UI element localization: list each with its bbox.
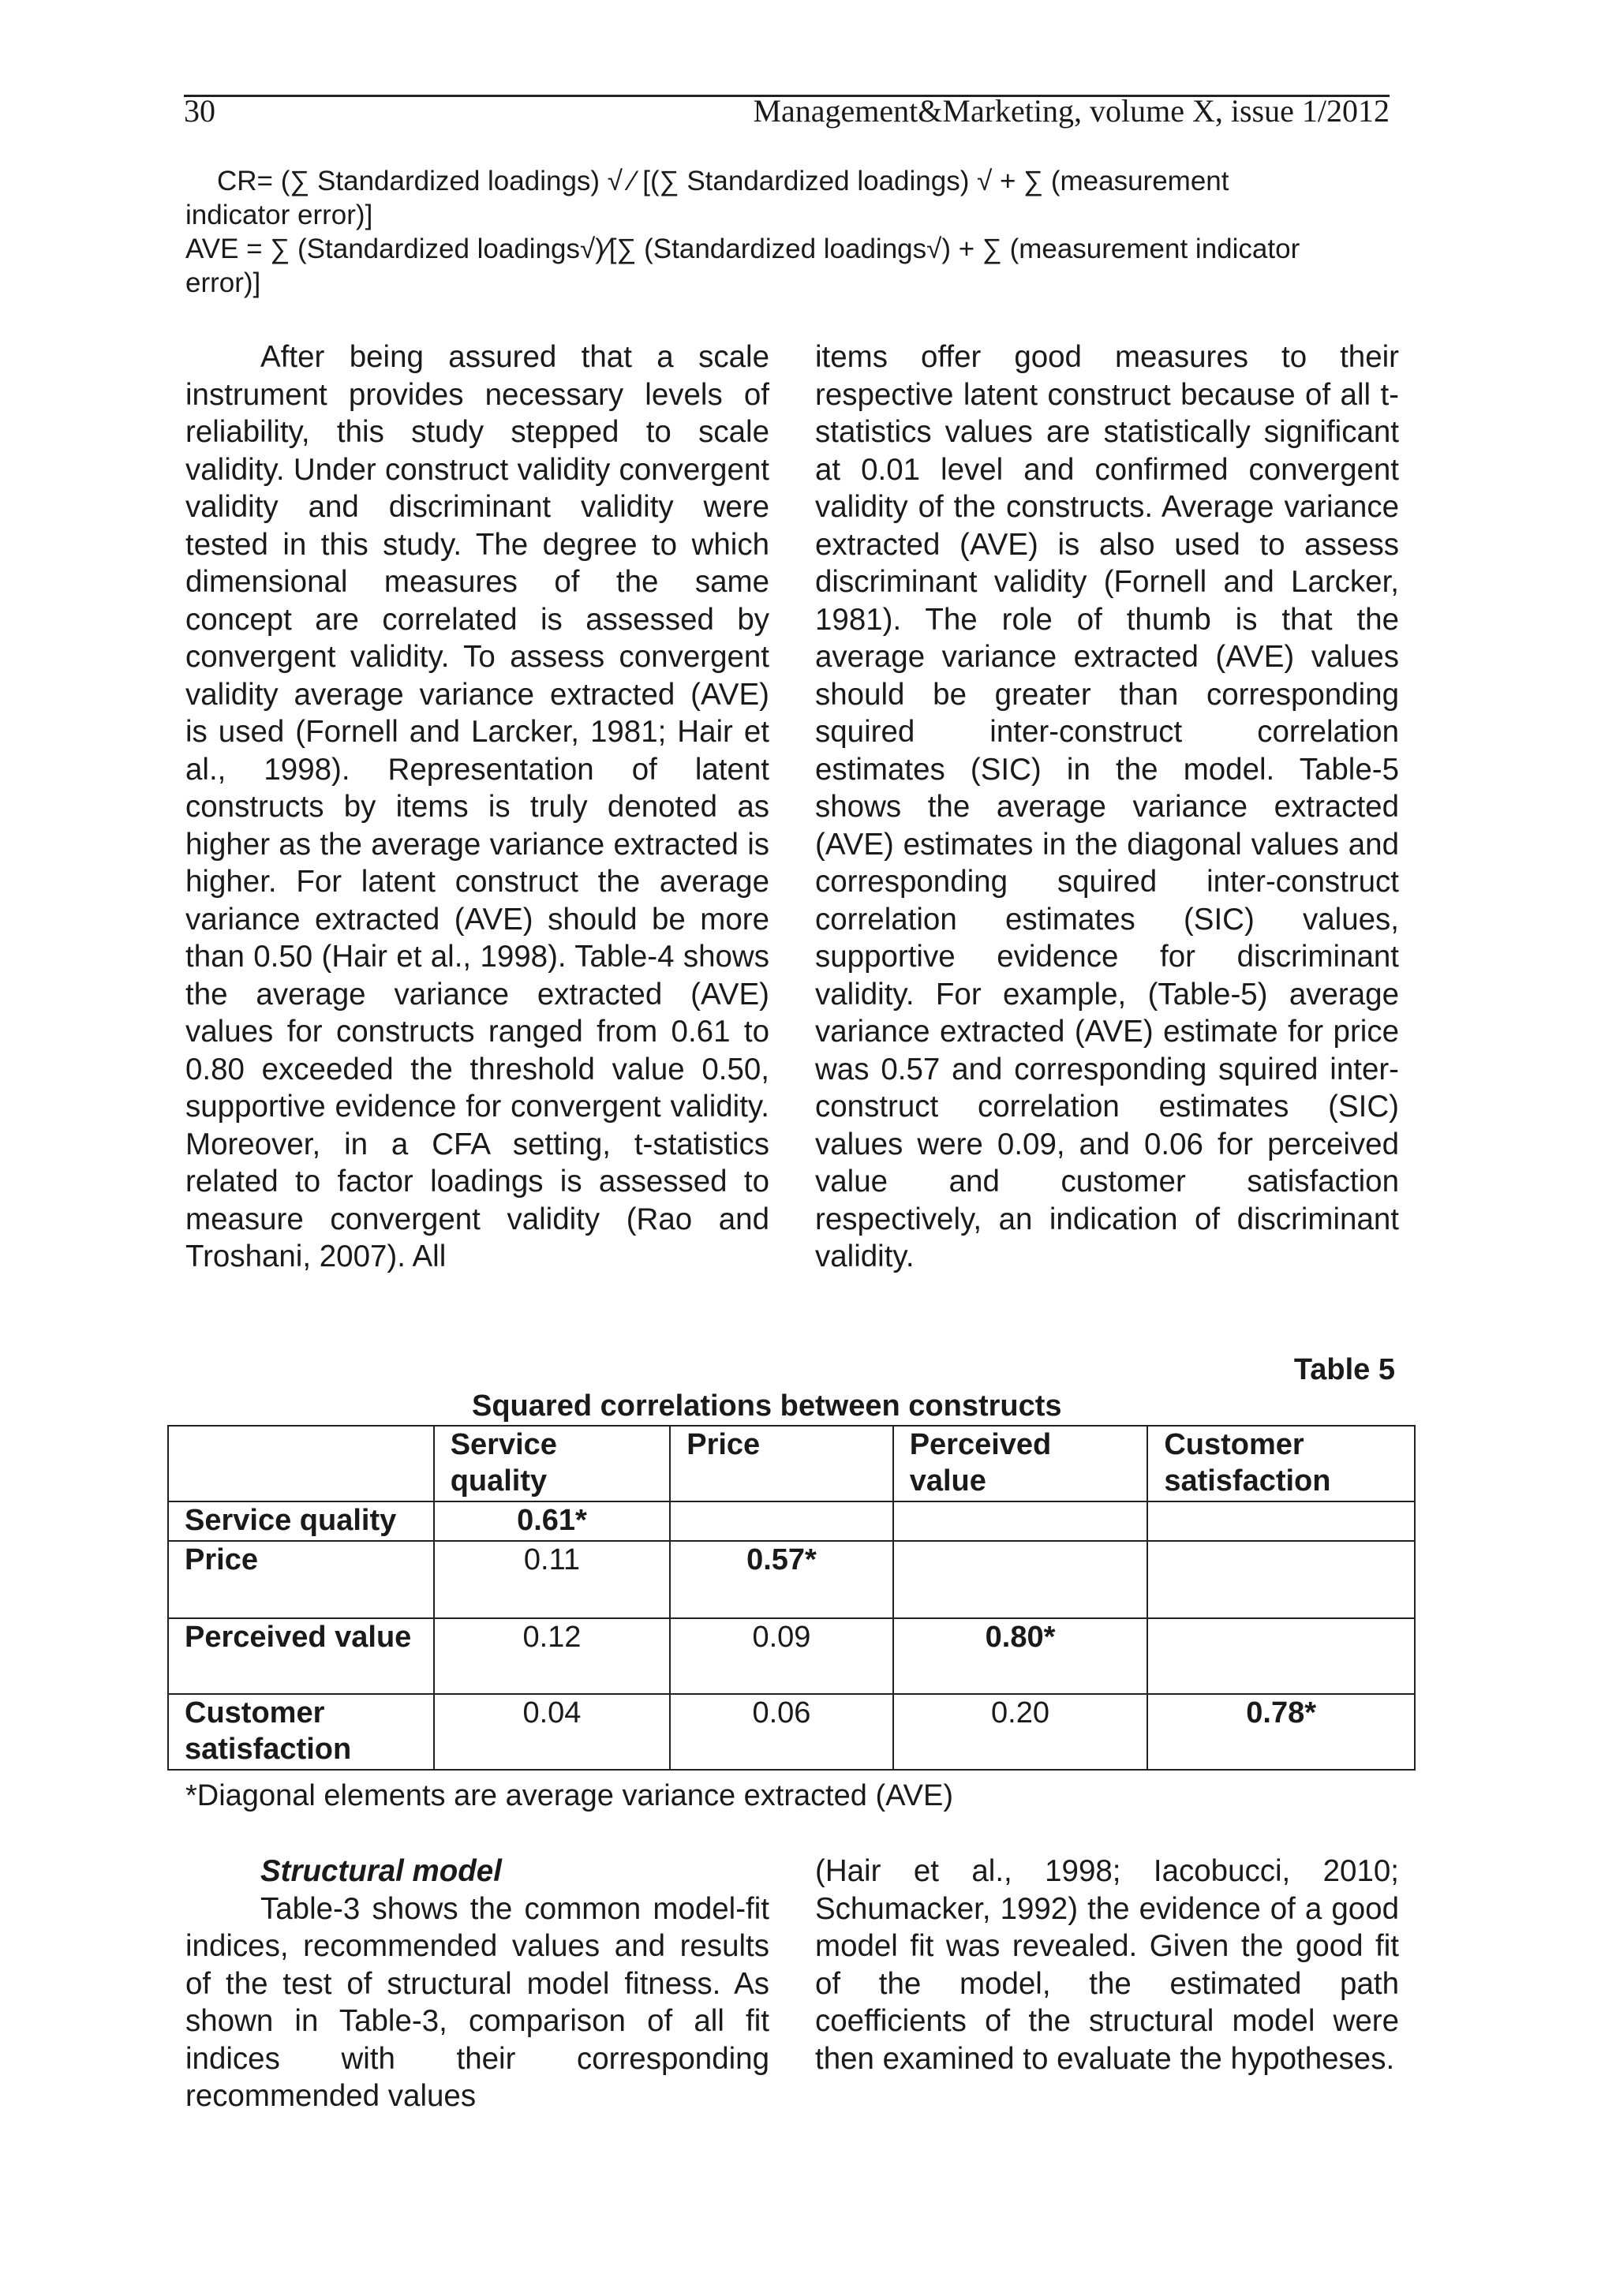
table-caption: Squared correlations between constructs <box>472 1389 1062 1423</box>
row-header-price: Price <box>168 1541 434 1618</box>
table-row <box>168 1541 1415 1618</box>
structural-model-right-column <box>815 1853 1399 2077</box>
col-header-service-quality: Service quality <box>434 1426 671 1501</box>
cell-cs-pv: 0.20 <box>893 1694 1148 1770</box>
cell-pv-cs <box>1147 1618 1415 1694</box>
cell-price-cs <box>1147 1541 1415 1618</box>
col-header-perceived-value: Perceived value <box>893 1426 1148 1501</box>
row-header-service-quality: Service quality <box>168 1501 434 1541</box>
table-row <box>168 1694 1415 1770</box>
cell-sq-sq: 0.61* <box>434 1501 671 1541</box>
table-row <box>168 1501 1415 1541</box>
right-column-paragraph: items offer good measures to their respective latent construct because of all t-statistics values are statistically significant at 0.01 level and confirmed convergent validity of the constructs. Average variance extracted (AVE) is also used to assess discriminant validity (Fornell and Larcker, 1981). The role of thumb is that the average variance extracted (AVE) values should be greater than corresponding squired inter-construct correlation estimates (SIC) in the model. Table-5 shows the average variance extracted (AVE) estimates in the diagonal values and corresponding squired inter-construct correlation estimates (SIC) values, supportive evidence for discriminant validity. For example, (Table-5) average variance extracted (AVE) estimate for price was 0.57 and corresponding squired inter-construct correlation estimates (SIC) values were 0.09, and 0.06 for perceived value and customer satisfaction respectively, an indication of discriminant validity. <box>815 340 1399 1273</box>
cell-price-pv <box>893 1541 1148 1618</box>
cell-sq-price <box>670 1501 892 1541</box>
cell-pv-price: 0.09 <box>670 1618 892 1694</box>
structural-model-right-paragraph: (Hair et al., 1998; Iacobucci, 2010; Schumacker, 1992) the evidence of a good model fit was revealed. Given the good fit of the model, the estimated path coefficients of the structural model were then examined to evaluate the hypotheses. <box>815 1854 1399 2076</box>
section-heading-structural-model: Structural model <box>260 1854 502 1888</box>
left-column-paragraph: After being assured that a scale instrument provides necessary levels of reliability, this study stepped to scale validity. Under construct validity convergent validity and discriminant validity were tested in this study. The degree to which dimensional measures of the same concept are correlated is assessed by convergent validity. To assess convergent validity average variance extracted (AVE) is used (Fornell and Larcker, 1981; Hair et al., 1998). Representation of latent constructs by items is truly denoted as higher as the average variance extracted is higher. For latent construct the average variance extracted (AVE) should be more than 0.50 (Hair et al., 1998). Table-4 shows the average variance extracted (AVE) values for constructs ranged from 0.61 to 0.80 exceeded the threshold value 0.50, supportive evidence for convergent validity. Moreover, in a CFA setting, t-statistics related to factor loadings is assessed to measure convergent validity (Rao and Troshani, 2007). All <box>185 340 769 1273</box>
running-head <box>184 92 1390 129</box>
page-number: 30 <box>184 93 215 129</box>
cell-price-price: 0.57* <box>670 1541 892 1618</box>
squared-correlations-table <box>167 1425 1416 1771</box>
left-column <box>185 338 769 1276</box>
journal-title: Management&Marketing, volume X, issue 1/2012 <box>753 93 1390 129</box>
table-footnote: *Diagonal elements are average variance extracted (AVE) <box>185 1779 954 1812</box>
table-corner-cell <box>168 1426 434 1501</box>
structural-model-left-column <box>185 1853 769 2115</box>
right-column <box>815 338 1399 1276</box>
cr-formula <box>185 164 1395 232</box>
ave-formula-line-1: AVE = ∑ (Standardized loadings√)⁄[∑ (Standardized loadings√) + ∑ (measurement indicator <box>185 234 1300 264</box>
cell-price-sq: 0.11 <box>434 1541 671 1618</box>
cell-pv-sq: 0.12 <box>434 1618 671 1694</box>
cell-cs-cs: 0.78* <box>1147 1694 1415 1770</box>
cell-sq-cs <box>1147 1501 1415 1541</box>
cell-sq-pv <box>893 1501 1148 1541</box>
col-header-price: Price <box>670 1426 892 1501</box>
cr-formula-line-2: indicator error)] <box>185 200 373 230</box>
table-label: Table 5 <box>1293 1353 1395 1386</box>
cell-cs-price: 0.06 <box>670 1694 892 1770</box>
cell-pv-pv: 0.80* <box>893 1618 1148 1694</box>
col-header-customer-satisfaction: Customer satisfaction <box>1147 1426 1415 1501</box>
row-header-customer-satisfaction: Customer satisfaction <box>168 1694 434 1770</box>
ave-formula <box>185 232 1395 300</box>
cell-cs-sq: 0.04 <box>434 1694 671 1770</box>
structural-model-left-paragraph: Table-3 shows the common model-fit indices, recommended values and results of the test of structural model fitness. As shown in Table-3, comparison of all fit indices with their corresponding recommended values <box>185 1891 769 2113</box>
table-row <box>168 1618 1415 1694</box>
row-header-perceived-value: Perceived value <box>168 1618 434 1694</box>
table-header-row <box>168 1426 1415 1501</box>
cr-formula-line-1: CR= (∑ Standardized loadings) √ ⁄ [(∑ Standardized loadings) √ + ∑ (measurement <box>217 166 1229 196</box>
ave-formula-line-2: error)] <box>185 267 261 298</box>
